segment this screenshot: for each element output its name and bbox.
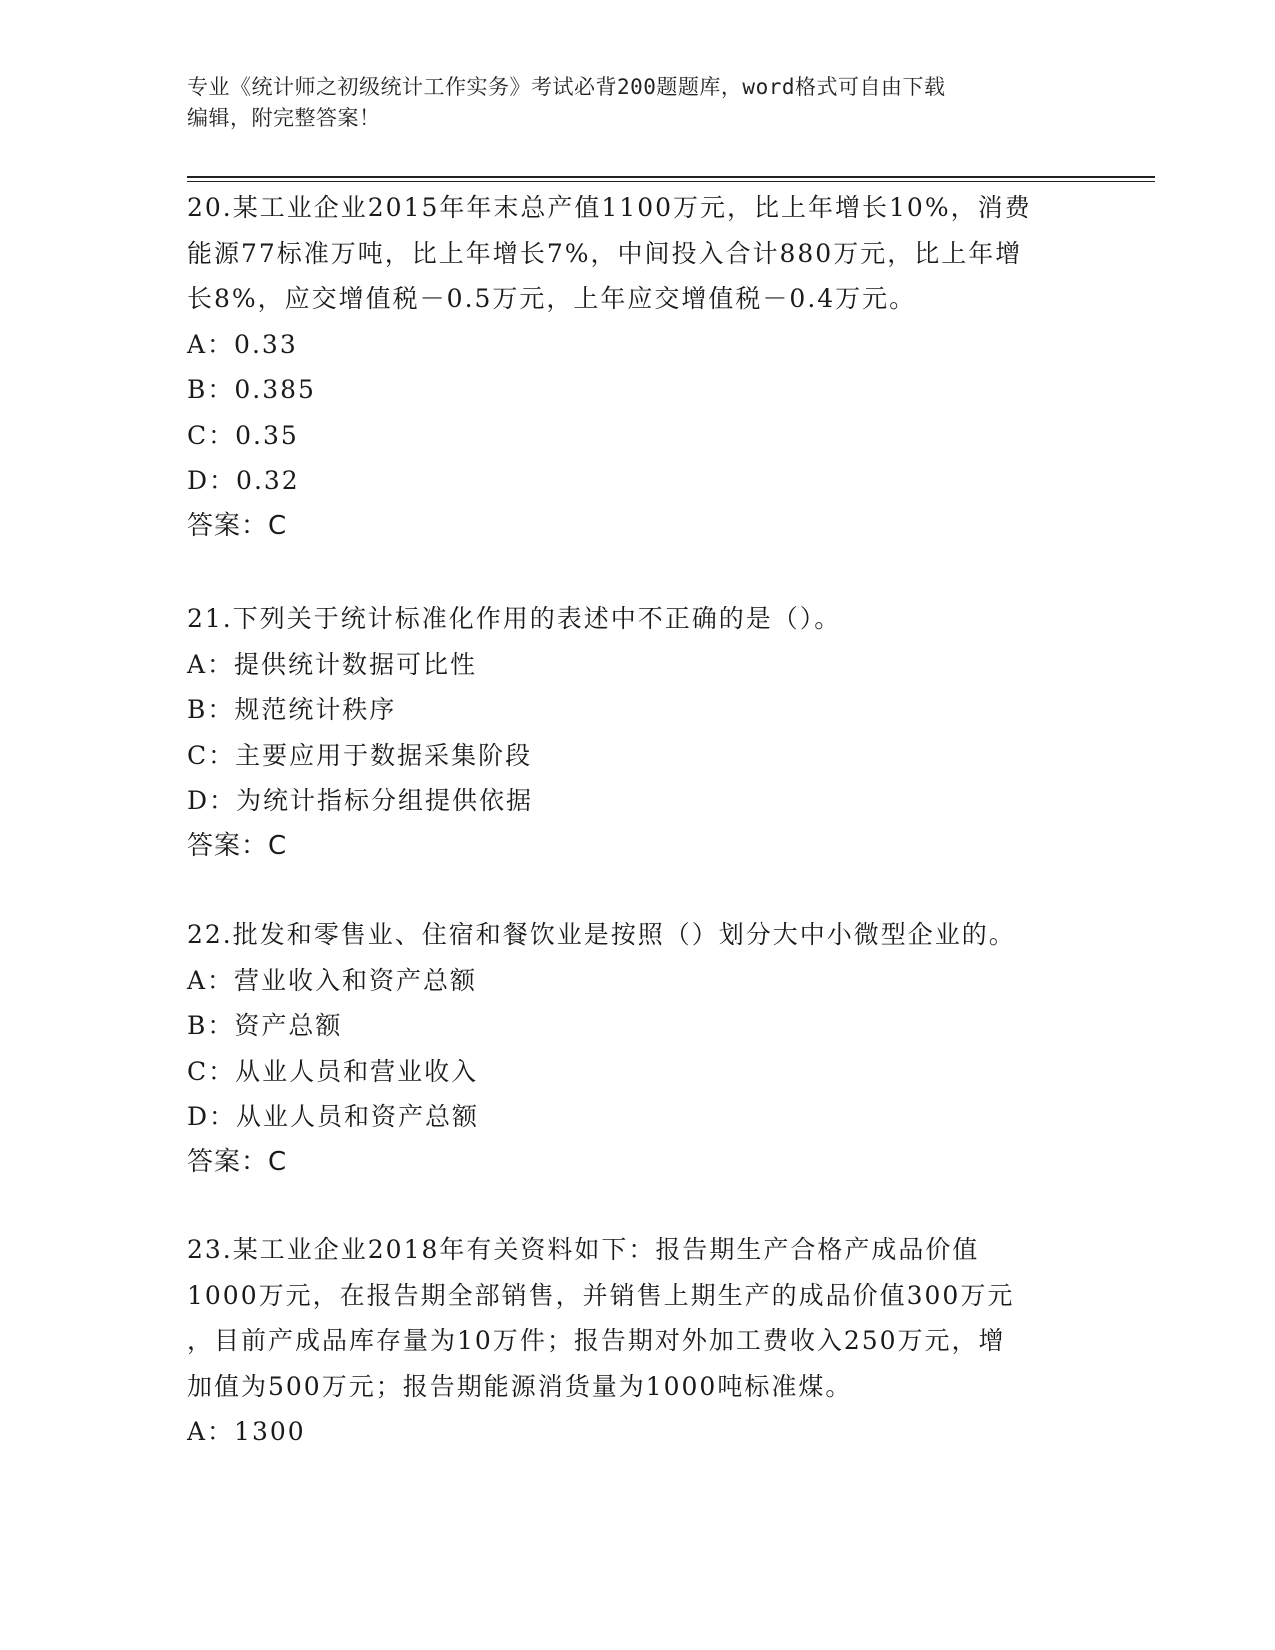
option-a: A：营业收入和资产总额 — [187, 965, 478, 995]
question-stem-line: 21.下列关于统计标准化作用的表述中不正确的是（）。 — [187, 604, 842, 633]
question-21 — [187, 596, 1087, 869]
header-divider-thin — [187, 181, 1155, 182]
question-22 — [187, 912, 1087, 1185]
option-b: B：0.385 — [187, 375, 316, 404]
question-23 — [187, 1227, 1087, 1455]
option-c: C：主要应用于数据采集阶段 — [187, 740, 533, 770]
option-b: B：规范统计秩序 — [187, 695, 397, 724]
question-20 — [187, 185, 1087, 549]
document-header — [187, 72, 1087, 134]
option-d: D：从业人员和资产总额 — [187, 1102, 480, 1131]
answer-line: 答案：C — [187, 830, 288, 861]
question-stem-line: 23.某工业企业2018年有关资料如下：报告期生产合格产成品价值 — [187, 1235, 980, 1264]
option-a: A：提供统计数据可比性 — [187, 649, 478, 679]
question-stem-line: 20.某工业企业2015年年末总产值1100万元，比上年增长10%，消费 — [187, 193, 1032, 222]
question-stem-line: 加值为500万元；报告期能源消货量为1000吨标准煤。 — [187, 1371, 853, 1401]
option-a: A：0.33 — [187, 329, 298, 359]
option-d: D：0.32 — [187, 466, 300, 495]
answer-line: 答案：C — [187, 510, 288, 541]
option-a: A：1300 — [187, 1417, 306, 1446]
option-c: C：从业人员和营业收入 — [187, 1056, 479, 1086]
question-stem-line: 1000万元，在报告期全部销售，并销售上期生产的成品价值300万元 — [187, 1280, 1015, 1310]
answer-line: 答案：C — [187, 1146, 288, 1177]
option-d: D：为统计指标分组提供依据 — [187, 786, 534, 815]
option-b: B：资产总额 — [187, 1011, 343, 1040]
question-stem-line: 长8%，应交增值税－0.5万元，上年应交增值税－0.4万元。 — [187, 284, 917, 313]
question-stem-line: ，目前产成品库存量为10万件；报告期对外加工费收入250万元，增 — [187, 1326, 1006, 1355]
question-stem-line: 22.批发和零售业、住宿和餐饮业是按照（）划分大中小微型企业的。 — [187, 920, 1016, 949]
header-line-2: 编辑，附完整答案！ — [187, 106, 381, 130]
question-stem-line: 能源77标准万吨，比上年增长7%，中间投入合计880万元，比上年增 — [187, 238, 1023, 268]
header-divider-thick — [187, 176, 1155, 178]
header-line-1: 专业《统计师之初级统计工作实务》考试必背200题题库，word格式可自由下载 — [187, 75, 946, 99]
option-c: C：0.35 — [187, 420, 299, 450]
